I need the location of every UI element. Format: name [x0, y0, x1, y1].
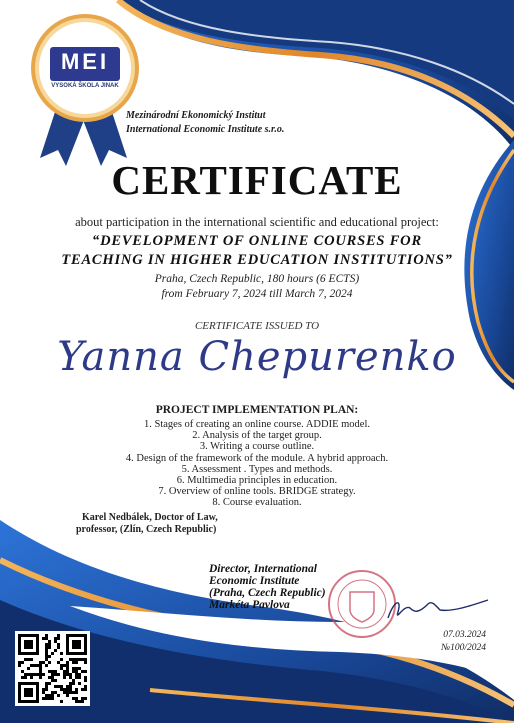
director-signature [388, 600, 488, 618]
issued-to-label: CERTIFICATE ISSUED TO [194, 320, 320, 332]
teacher-name: Karel Nedbálek, Doctor of Law, [82, 512, 218, 523]
project-title-line1: “DEVELOPMENT OF ONLINE COURSES FOR [92, 233, 422, 249]
director-title-line2: Economic Institute [209, 575, 300, 587]
certificate-number: №100/2024 [441, 643, 486, 653]
recipient-name: Yanna Chepurenko [57, 334, 457, 380]
project-title-line2: TEACHING IN HIGHER EDUCATION INSTITUTIONS” [61, 252, 453, 268]
plan-list [0, 419, 514, 509]
plan-item: 6. Multimedia principles in education. [176, 475, 338, 487]
logo-subtitle: VYSOKÁ ŠKOLA JINAK [51, 83, 119, 89]
participation-statement: about participation in the international scientific and educational project: [75, 215, 439, 229]
issue-date: 07.03.2024 [443, 630, 486, 640]
institution-name-czech: Mezinárodní Ekonomický Institut [126, 110, 266, 121]
plan-item: 2. Analysis of the target group. [192, 430, 322, 442]
plan-item: 7. Overview of online tools. BRIDGE strategy. [158, 486, 356, 498]
project-location-hours: Praha, Czech Republic, 180 hours (6 ECTS) [154, 273, 360, 285]
qr-code [15, 631, 90, 706]
institution-name-english: International Economic Institute s.r.o. [126, 124, 285, 135]
plan-heading: PROJECT IMPLEMENTATION PLAN: [155, 404, 359, 416]
director-title-line1: Director, International [209, 563, 317, 575]
director-name: Markéta Pavlova [209, 599, 290, 611]
project-dates: from February 7, 2024 till March 7, 2024 [161, 288, 353, 300]
plan-item: 8. Course evaluation. [212, 497, 302, 509]
plan-item: 3. Writing a course outline. [199, 441, 315, 453]
plan-item: 1. Stages of creating an online course. ADDIE model. [144, 419, 370, 430]
certificate-title: CERTIFICATE [111, 157, 403, 203]
logo-badge [31, 14, 139, 166]
plan-item: 5. Assessment . Types and methods. [181, 463, 333, 475]
plan-item: 4. Design of the framework of the module. A hybrid approach. [125, 452, 389, 464]
director-title-line3: (Praha, Czech Republic) [209, 587, 326, 599]
logo-mark: MEI [60, 49, 110, 74]
teacher-title: professor, (Zlín, Czech Republic) [76, 524, 217, 535]
